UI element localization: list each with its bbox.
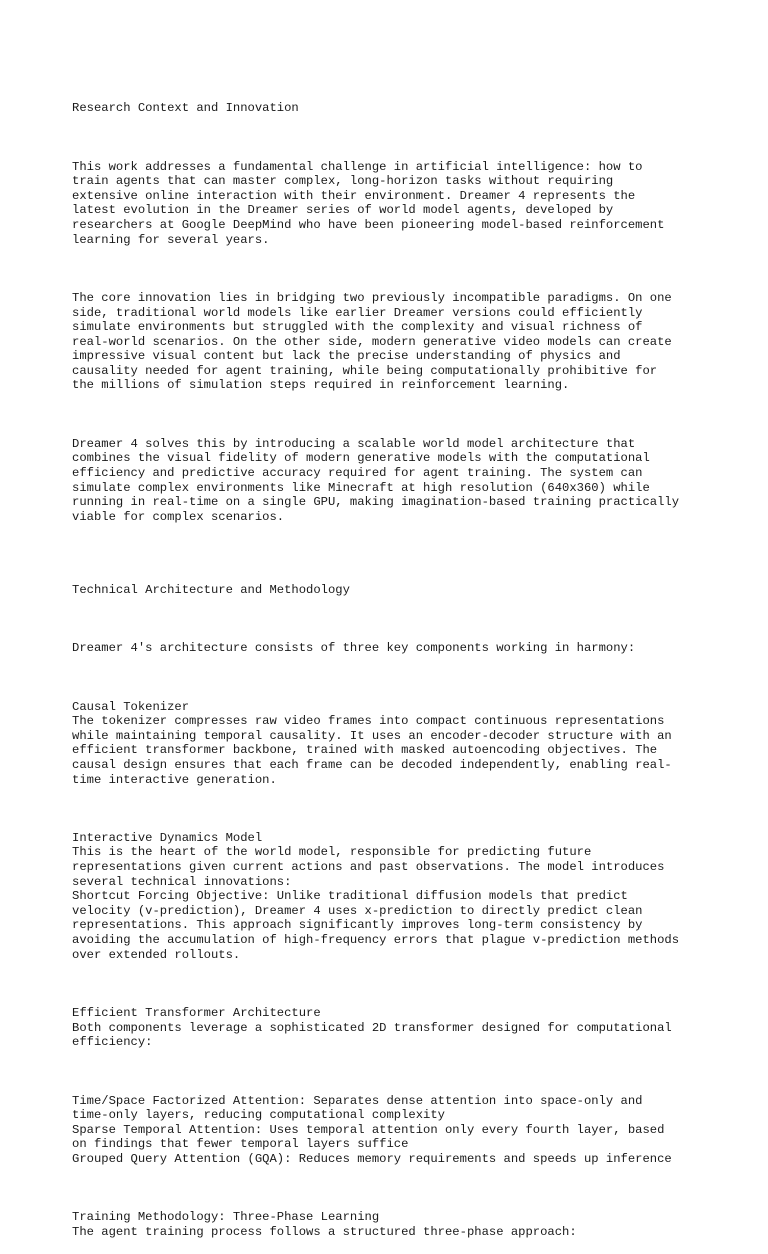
section-interactive-dynamics: Interactive Dynamics Model This is the heart of the world model, responsible for predicting future representations given current actions and past observations. The model introduces several technical innovations: Shortcut Forcing Objective: Unlike traditional diffusion models that predict velocity (v-prediction), Dreamer 4 uses x-prediction to directly predict clean representations. This approach significantly improves long-term consistency by avoiding the accumulation of high-frequency errors that plague v-prediction methods over extended rollouts. [72,830,680,962]
heading-research-context: Research Context and Innovation [72,101,299,116]
paragraph-architecture-intro: Dreamer 4's architecture consists of three key components working in harmony: [72,641,636,656]
paragraph-context-2: The core innovation lies in bridging two previously incompatible paradigms. On one side, traditional world models like earlier Dreamer versions could efficiently simulate environments but struggled with the complexity and visual richness of real-world scenarios. On the other side, modern generative video models can create impressive visual content but lack the precise understanding of physics and causality needed for agent training, while being computationally prohibitive for the millions of simulation steps required in reinforcement learning. [72,290,672,393]
heading-technical-architecture: Technical Architecture and Methodology [72,582,350,597]
section-causal-tokenizer: Causal Tokenizer The tokenizer compresses raw video frames into compact continuous representations while maintaining temporal causality. It uses an encoder-decoder structure with an efficient transformer backbone, trained with masked autoencoding objectives. The causal design ensures that each frame can be decoded independently, enabling real- time interactive generation. [72,699,672,787]
document-page [72,72,712,1254]
section-efficient-transformer: Efficient Transformer Architecture Both components leverage a sophisticated 2D transformer designed for computational efficiency: [72,1006,672,1050]
section-training-methodology: Training Methodology: Three-Phase Learning The agent training process follows a structured three-phase approach: [72,1210,577,1239]
paragraph-context-1: This work addresses a fundamental challenge in artificial intelligence: how to train agents that can master complex, long-horizon tasks without requiring extensive online interaction with their environment. Dreamer 4 represents the latest evolution in the Dreamer series of world model agents, developed by researchers at Google DeepMind who have been pioneering model-based reinforcement learning for several years. [72,159,665,247]
paragraph-context-3: Dreamer 4 solves this by introducing a scalable world model architecture that combines the visual fidelity of modern generative models with the computational efficiency and predictive accuracy required for agent training. The system can simulate complex environments like Minecraft at high resolution (640x360) while running in real-time on a single GPU, making imagination-based training practically viable for complex scenarios. [72,436,680,524]
list-attention-techniques: Time/Space Factorized Attention: Separates dense attention into space-only and time-only layers, reducing computational complexity Sparse Temporal Attention: Uses temporal attention only every fourth layer, based on findings that fewer temporal layers suffice Grouped Query Attention (GQA): Reduces memory requirements and speeds up inference [72,1093,672,1166]
